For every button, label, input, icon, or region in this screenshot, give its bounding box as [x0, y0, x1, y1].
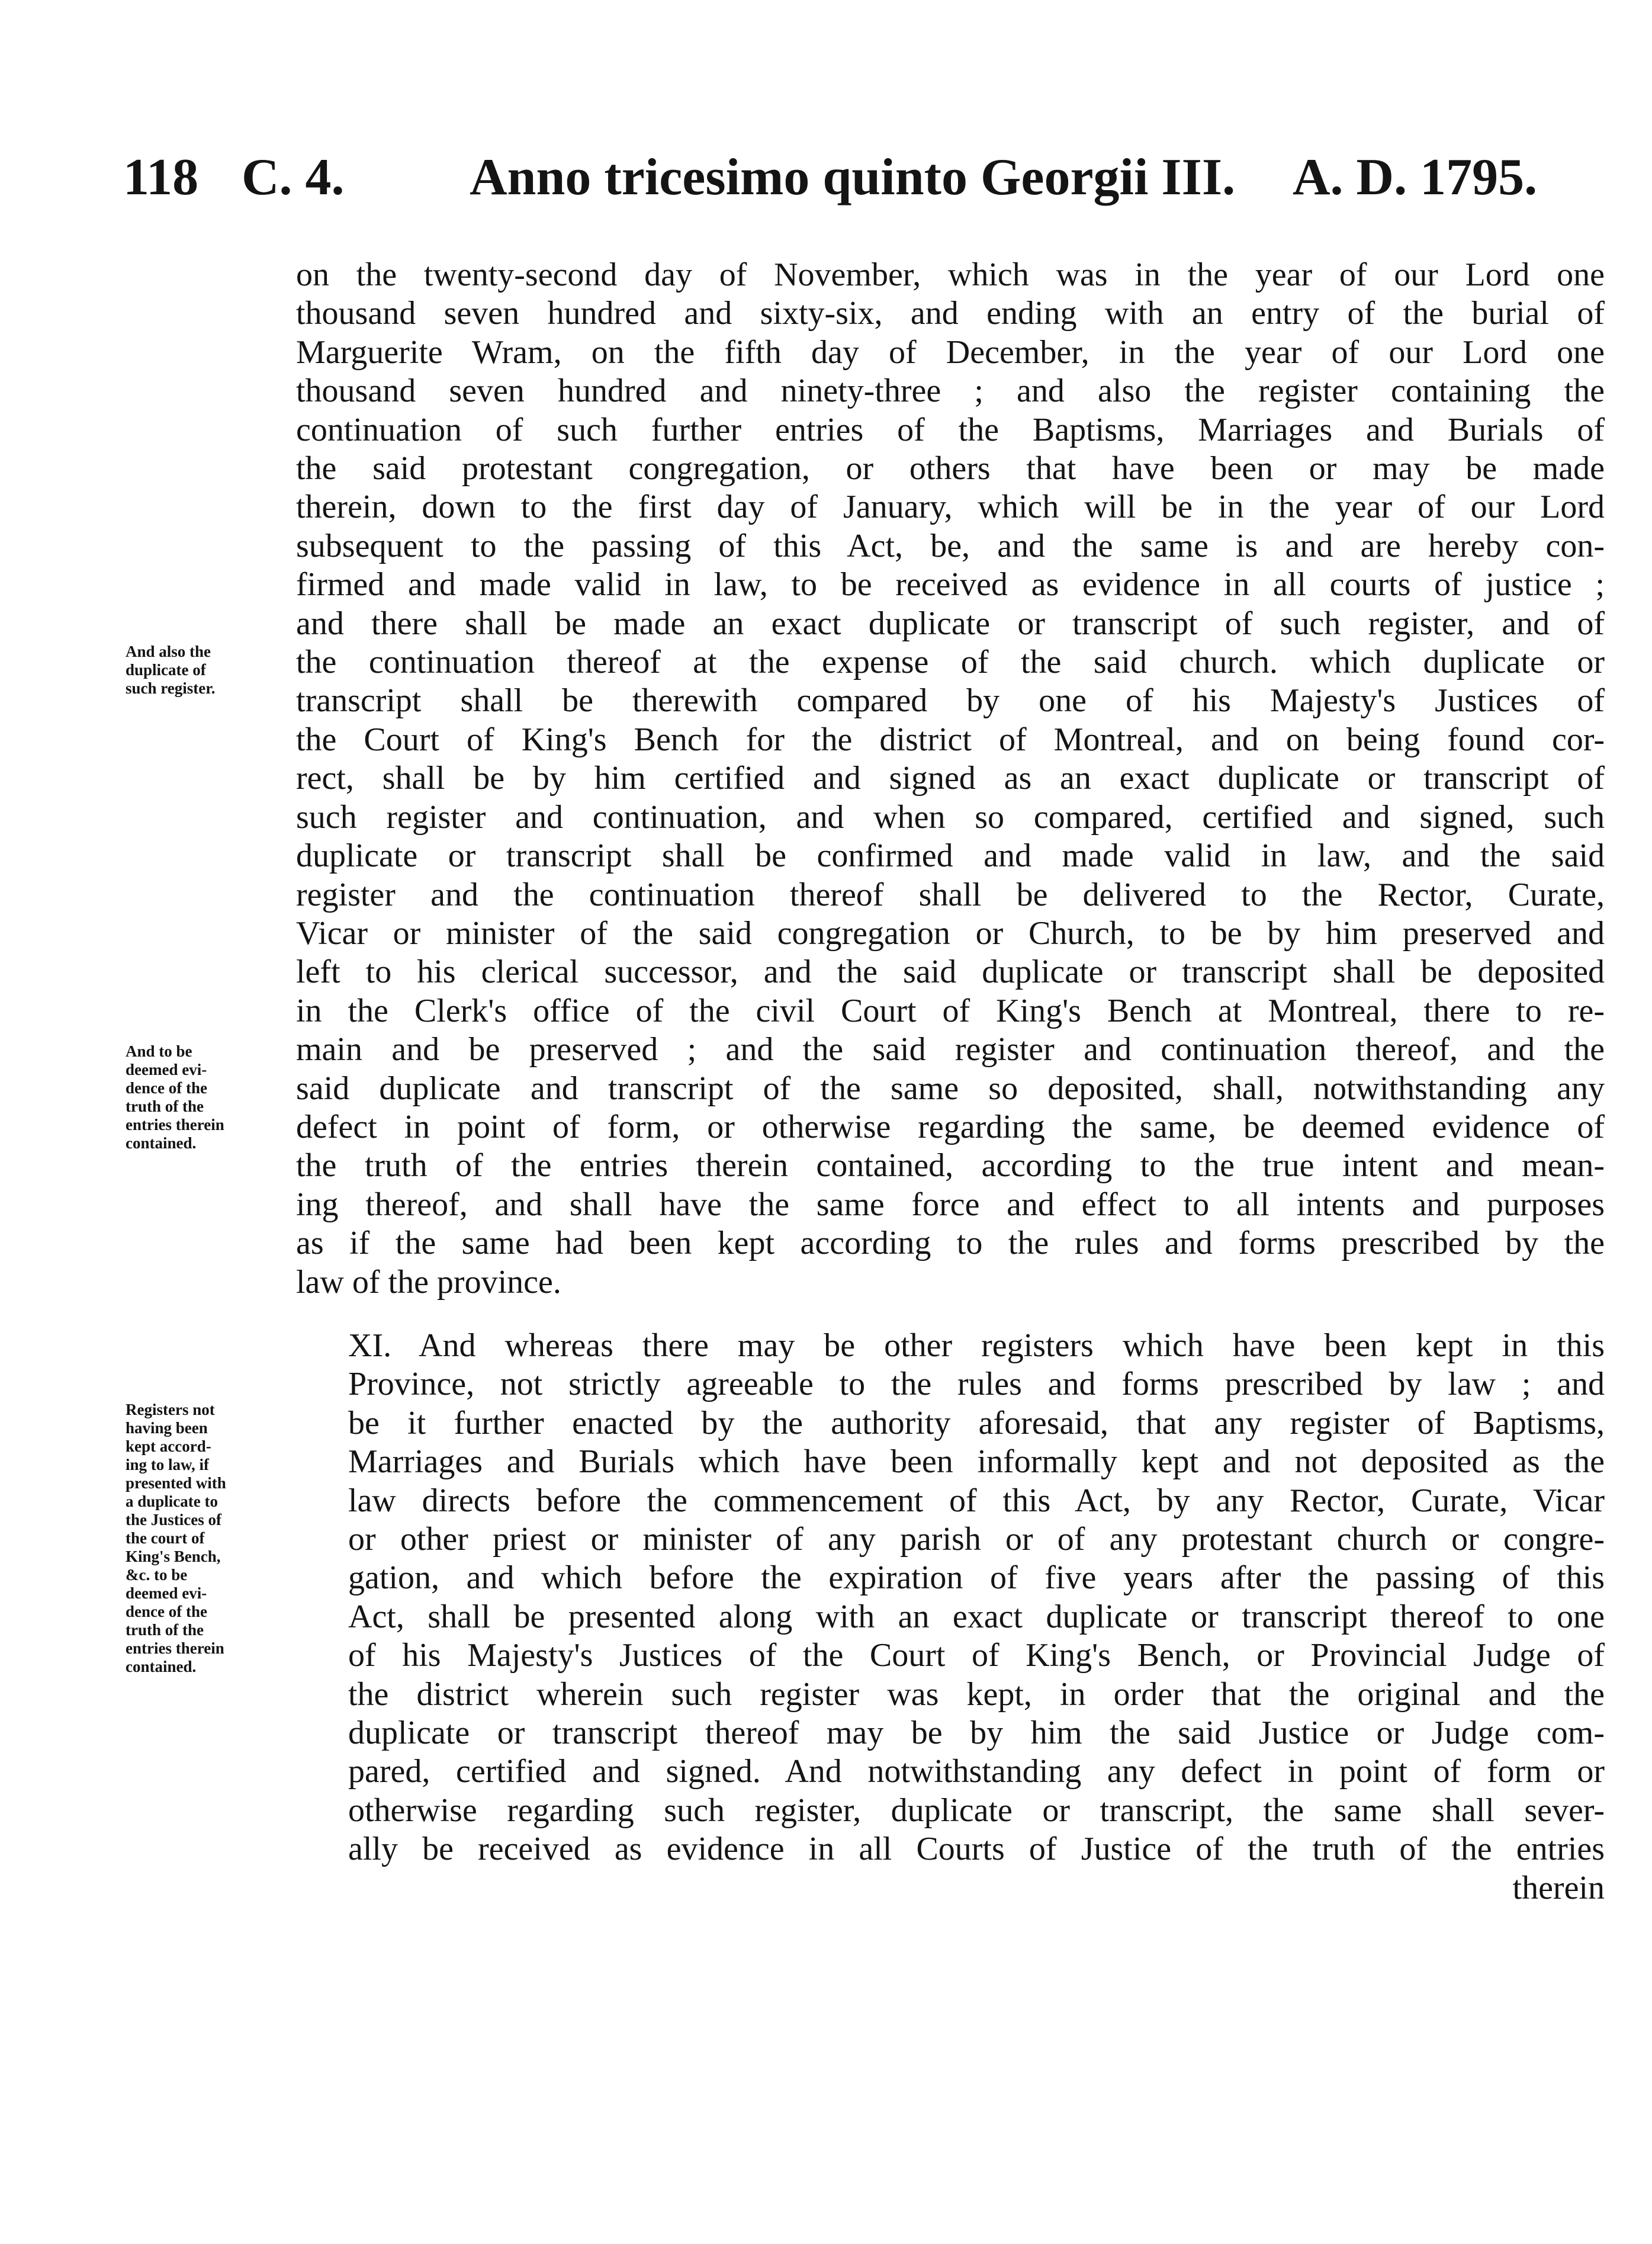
text-line: firmed and made valid in law, to be received as evidence in all courts of justice ;	[296, 566, 1605, 603]
margin-note-line: deemed evi-	[126, 1061, 207, 1078]
text-line: duplicate or transcript thereof may be by him the said Justice or Judge com-	[348, 1715, 1605, 1752]
text-line: law of the province.	[296, 1263, 561, 1301]
text-line: of his Majesty's Justices of the Court of King's Bench, or Provincial Judge of	[348, 1637, 1605, 1674]
text-line: otherwise regarding such register, duplicate or transcript, the same shall sever-	[348, 1792, 1605, 1829]
margin-note-line: &c. to be	[126, 1566, 188, 1584]
text-line: duplicate or transcript shall be confirmed and made valid in law, and the said	[296, 837, 1605, 875]
text-line: law directs before the commencement of this Act, by any Rector, Curate, Vicar	[348, 1482, 1605, 1519]
margin-note-line: King's Bench,	[126, 1548, 221, 1565]
margin-note-line: And to be	[126, 1042, 192, 1060]
text-line: or other priest or minister of any parish or of any protestant church or congre-	[348, 1521, 1605, 1558]
calendar-year: A. D. 1795.	[1293, 149, 1538, 206]
text-line: continuation of such further entries of the Baptisms, Marriages and Burials of	[296, 411, 1605, 448]
text-line: the Court of King's Bench for the district of Montreal, and on being found cor-	[296, 721, 1605, 758]
text-line: the said protestant congregation, or others that have been or may be made	[296, 450, 1605, 487]
margin-note-evidence	[126, 1042, 291, 1153]
text-line: Marriages and Burials which have been informally kept and not deposited as the	[348, 1443, 1605, 1481]
margin-note-line: dence of the	[126, 1603, 207, 1620]
text-line: be it further enacted by the authority aforesaid, that any register of Baptisms,	[348, 1404, 1605, 1442]
margin-note-line: duplicate of	[126, 661, 206, 679]
running-header	[123, 142, 1598, 213]
text-line: left to his clerical successor, and the said duplicate or transcript shall be deposited	[296, 954, 1605, 991]
margin-note-line: And also the	[126, 643, 211, 660]
margin-note-line: a duplicate to	[126, 1492, 218, 1510]
text-line: transcript shall be therewith compared by one of his Majesty's Justices of	[296, 682, 1605, 720]
text-line: on the twenty-second day of November, which was in the year of our Lord one	[296, 256, 1605, 293]
text-line: thousand seven hundred and sixty-six, and ending with an entry of the burial of	[296, 295, 1605, 332]
text-line: said duplicate and transcript of the same so deposited, shall, notwithstanding any	[296, 1070, 1605, 1107]
text-line: Vicar or minister of the said congregation or Church, to be by him preserved and	[296, 914, 1605, 952]
margin-note-duplicate	[126, 643, 291, 698]
text-line: in the Clerk's office of the civil Court of King's Bench at Montreal, there to re-	[296, 992, 1605, 1029]
margin-note-line: ing to law, if	[126, 1456, 210, 1473]
margin-note-line: deemed evi-	[126, 1584, 207, 1602]
paragraph-continuation	[296, 256, 1605, 1302]
margin-note-line: entries therein	[126, 1116, 224, 1134]
text-line: the district wherein such register was kept, in order that the original and the	[348, 1675, 1605, 1713]
text-line: rect, shall be by him certified and signed as an exact duplicate or transcript of	[296, 760, 1605, 797]
margin-note-line: contained.	[126, 1658, 197, 1675]
margin-note-line: kept accord-	[126, 1437, 211, 1455]
chapter-number: C. 4.	[242, 149, 345, 206]
margin-note-line: the court of	[126, 1529, 205, 1547]
text-line: such register and continuation, and when so compared, certified and signed, such	[296, 798, 1605, 836]
text-line: gation, and which before the expiration of five years after the passing of this	[348, 1559, 1605, 1597]
section-xi-paragraph	[296, 1327, 1605, 1908]
margin-note-line: entries therein	[126, 1639, 224, 1657]
text-line: Act, shall be presented along with an exact duplicate or transcript thereof to one	[348, 1598, 1605, 1635]
text-line: Marguerite Wram, on the fifth day of December, in the year of our Lord one	[296, 333, 1605, 371]
text-line: defect in point of form, or otherwise regarding the same, be deemed evidence of	[296, 1108, 1605, 1145]
page-number: 118	[123, 149, 199, 206]
margin-note-line: truth of the	[126, 1621, 204, 1639]
margin-note-line: presented with	[126, 1474, 226, 1492]
margin-note-line: Registers not	[126, 1401, 215, 1418]
text-line: thousand seven hundred and ninety-three ; and also the register containing the	[296, 373, 1605, 410]
text-line: ing thereof, and shall have the same force and effect to all intents and purposes	[296, 1186, 1605, 1223]
margin-note-line: such register.	[126, 679, 216, 697]
catchword: therein	[1512, 1869, 1605, 1906]
margin-note-registers	[126, 1401, 291, 1676]
text-line: the continuation thereof at the expense of the said church. which duplicate or	[296, 644, 1605, 681]
margin-note-line: the Justices of	[126, 1511, 221, 1529]
text-line: the truth of the entries therein contained, according to the true intent and mean-	[296, 1147, 1605, 1184]
margin-note-line: dence of the	[126, 1079, 207, 1097]
text-line: therein, down to the first day of January, which will be in the year of our Lord	[296, 489, 1605, 526]
text-line: main and be preserved ; and the said register and continuation thereof, and the	[296, 1031, 1605, 1068]
margin-note-line: truth of the	[126, 1097, 204, 1115]
text-line: as if the same had been kept according to the rules and forms prescribed by the	[296, 1225, 1605, 1262]
text-line: ally be received as evidence in all Courts of Justice of the truth of the entries	[348, 1831, 1605, 1868]
margin-note-line: contained.	[126, 1134, 197, 1152]
text-line: Province, not strictly agreeable to the rules and forms prescribed by law ; and	[348, 1366, 1605, 1403]
regnal-year: Anno tricesimo quinto Georgii III.	[470, 149, 1236, 206]
text-line: pared, certified and signed. And notwithstanding any defect in point of form or	[348, 1753, 1605, 1790]
text-line: XI. And whereas there may be other registers which have been kept in this	[348, 1327, 1605, 1364]
margin-note-line: having been	[126, 1419, 208, 1437]
text-line: register and the continuation thereof shall be delivered to the Rector, Curate,	[296, 876, 1605, 913]
text-line: and there shall be made an exact duplicate or transcript of such register, and of	[296, 605, 1605, 642]
text-line: subsequent to the passing of this Act, be, and the same is and are hereby con-	[296, 527, 1605, 564]
